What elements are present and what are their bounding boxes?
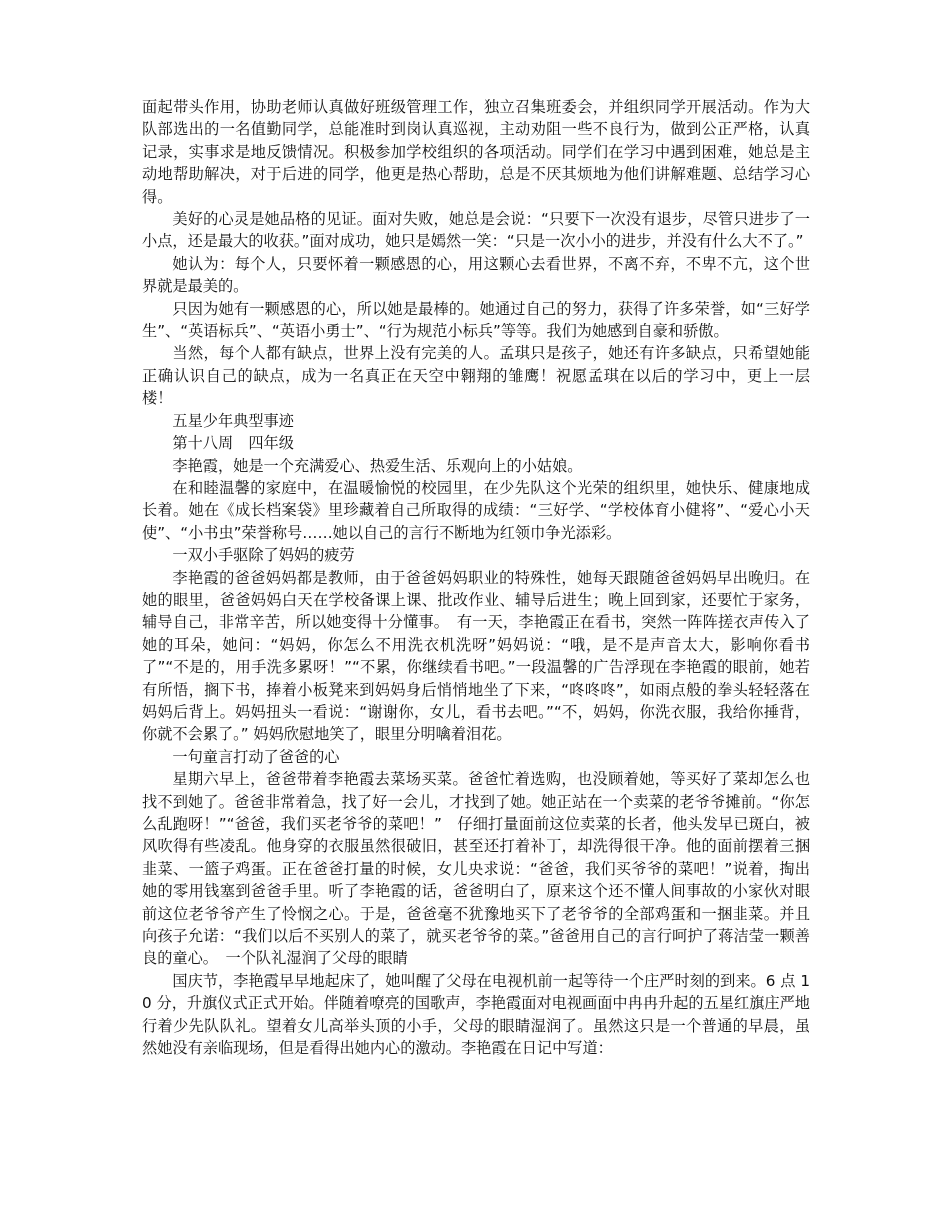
subheading-hands: 一双小手驱除了妈妈的疲劳 — [172, 546, 355, 565]
document-page — [142, 96, 810, 1059]
section-heading: 五星少年典型事迹 — [172, 411, 294, 430]
paragraph-14: 国庆节，李艳霞早早地起床了，她叫醒了父母在电视机前一起等待一个庄严时刻的到来。6 点 10 分，升旗仪式正式开始。伴随着嘹亮的国歌声，李艳霞面对电视画面中冉冉升起的五星红旗庄严地行着少先队队礼。望着女儿高举头顶的小手，父母的眼睛湿润了。虽然这只是一个普通的早晨，虽然她没有亲临现场，但是看得出她内心的激动。李艳霞在日记中写道： — [142, 971, 810, 1058]
paragraph-11: 李艳霞的爸爸妈妈都是教师，由于爸爸妈妈职业的特殊性，她每天跟随爸爸妈妈早出晚归。在她的眼里，爸爸妈妈白天在学校备课上课、批改作业、辅导后进生；晚上回到家，还要忙于家务，辅导自己，非常辛苦，所以她变得十分懂事。 有一天，李艳霞正在看书，突然一阵阵搓衣声传入了她的耳朵，她问：“妈妈，你怎么不用洗衣机洗呀”妈妈说：“哦，是不是声音太大，影响你看书了”“不是的，用手洗多累呀！”“不累，你继续看书吧。”一段温馨的广告浮现在李艳霞的眼前，她若有所悟，搁下书，捧着小板凳来到妈妈身后悄悄地坐了下来，“咚咚咚”，如雨点般的拳头轻轻落在妈妈后背上。妈妈扭头一看说：“谢谢你，女儿，看书去吧。”“不，妈妈，你洗衣服，我给你捶背，你就不会累了。” 妈妈欣慰地笑了，眼里分明噙着泪花。 — [142, 568, 810, 744]
paragraph-4: 只因为她有一颗感恩的心，所以她是最棒的。她通过自己的努力，获得了许多荣誉，如“三好学生”、“英语标兵”、“英语小勇士”、“行为规范小标兵”等等。我们为她感到自豪和骄傲。 — [142, 299, 810, 341]
subheading-words: 一句童言打动了爸爸的心 — [172, 747, 340, 766]
paragraph-13: 星期六早上，爸爸带着李艳霞去菜场买菜。爸爸忙着选购，也没顾着她，等买好了菜却怎么也找不到她了。爸爸非常着急，找了好一会儿，才找到了她。她正站在一个卖菜的老爷爷摊前。“你怎么乱跑呀！”“爸爸，我们买老爷爷的菜吧！” 仔细打量面前这位卖菜的长者，他头发早已斑白，被风吹得有些凌乱。他身穿的衣服虽然很破旧，甚至还打着补丁，却洗得很干净。他的面前摆着三捆韭菜、一篮子鸡蛋。正在爸爸打量的时候，女儿央求说：“爸爸，我们买爷爷的菜吧！”说着，掏出她的零用钱塞到爸爸手里。听了李艳霞的话，爸爸明白了，原来这个还不懂人间事故的小家伙对眼前这位老爷爷产生了怜悯之心。于是，爸爸毫不犹豫地买下了老爷爷的全部鸡蛋和一捆韭菜。并且向孩子允诺：“我们以后不买别人的菜了，就买老爷爷的菜。”爸爸用自己的言行呵护了蒋洁莹一颗善良的童心。 一个队礼湿润了父母的眼睛 — [142, 770, 810, 968]
week-grade-line: 第十八周 四年级 — [172, 434, 294, 453]
paragraph-3: 她认为：每个人，只要怀着一颗感恩的心，用这颗心去看世界，不离不弃，不卑不亢，这个世界就是最美的。 — [142, 254, 810, 296]
paragraph-9: 在和睦温馨的家庭中，在温暖愉悦的校园里，在少先队这个光荣的组织里，她快乐、健康地成长着。她在《成长档案袋》里珍藏着自己所取得的成绩：“三好学、“学校体育小健将”、“爱心小天使”、“小书虫”荣誉称号……她以自己的言行不断地为红领巾争光添彩。 — [142, 478, 810, 542]
paragraph-5: 当然，每个人都有缺点，世界上没有完美的人。孟琪只是孩子，她还有许多缺点，只希望她能正确认识自己的缺点，成为一名真正在天空中翱翔的雏鹰！祝愿孟琪在以后的学习中，更上一层楼！ — [142, 344, 810, 408]
paragraph-2: 美好的心灵是她品格的见证。面对失败，她总是会说：“只要下一次没有退步，尽管只进步了一小点，还是最大的收获。”面对成功，她只是嫣然一笑：“只是一次小小的进步，并没有什么大不了。” — [142, 210, 810, 251]
intro-line: 李艳霞，她是一个充满爱心、热爱生活、乐观向上的小姑娘。 — [172, 456, 583, 475]
paragraph-1: 面起带头作用，协助老师认真做好班级管理工作，独立召集班委会，并组织同学开展活动。作为大队部选出的一名值勤同学，总能准时到岗认真巡视，主动劝阻一些不良行为，做到公正严格，认真记录，实事求是地反馈情况。积极参加学校组织的各项活动。同学们在学习中遇到困难，她总是主动地帮助解决，对于后进的同学，他更是热心帮助，总是不厌其烦地为他们讲解难题、总结学习心得。 — [142, 98, 810, 206]
